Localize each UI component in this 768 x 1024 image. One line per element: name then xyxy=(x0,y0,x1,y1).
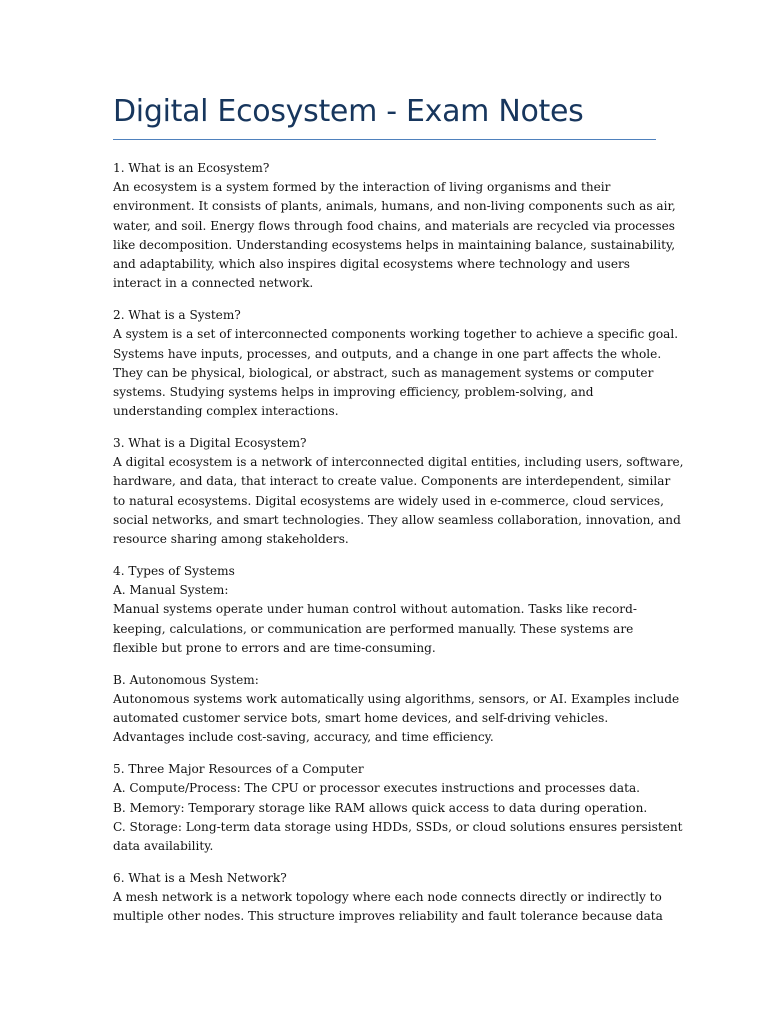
title-underline xyxy=(113,139,656,140)
section-mesh-network xyxy=(113,869,663,927)
section-autonomous-system xyxy=(113,671,680,748)
body-line: like decomposition. Understanding ecosystems helps in maintaining balance, sustainability, xyxy=(113,237,676,252)
body-line: A digital ecosystem is a network of interconnected digital entities, including users, software, xyxy=(113,455,684,470)
section-heading: 3. What is a Digital Ecosystem? xyxy=(113,436,307,451)
body-line: understanding complex interactions. xyxy=(113,404,339,419)
body-line: data availability. xyxy=(113,838,214,853)
body-line: environment. It consists of plants, animals, humans, and non-living components such as air, xyxy=(113,199,676,214)
body-line: social networks, and smart technologies. They allow seamless collaboration, innovation, and xyxy=(113,512,681,527)
body-line: A. Compute/Process: The CPU or processor executes instructions and processes data. xyxy=(113,781,641,796)
body-line: B. Memory: Temporary storage like RAM allows quick access to data during operation. xyxy=(113,800,648,815)
document-title: Digital Ecosystem - Exam Notes xyxy=(113,94,584,129)
body-line: and adaptability, which also inspires digital ecosystems where technology and users xyxy=(113,257,630,272)
body-line: automated customer service bots, smart home devices, and self-driving vehicles. xyxy=(113,711,609,726)
body-line: systems. Studying systems helps in improving efficiency, problem-solving, and xyxy=(113,384,594,399)
body-line: An ecosystem is a system formed by the interaction of living organisms and their xyxy=(113,180,611,195)
body-line: A system is a set of interconnected components working together to achieve a specific goal. xyxy=(113,327,679,342)
body-line: keeping, calculations, or communication are performed manually. These systems are xyxy=(113,621,634,636)
body-line: hardware, and data, that interact to create value. Components are interdependent, similar xyxy=(113,474,671,489)
section-ecosystem xyxy=(113,159,676,293)
subsection-heading: A. Manual System: xyxy=(113,583,229,598)
section-digital-ecosystem xyxy=(113,434,684,549)
section-system xyxy=(113,306,679,421)
body-line: A mesh network is a network topology where each node connects directly or indirectly to xyxy=(113,890,662,905)
body-line: C. Storage: Long-term data storage using HDDs, SSDs, or cloud solutions ensures persistent xyxy=(113,819,683,834)
section-heading: 1. What is an Ecosystem? xyxy=(113,161,270,175)
body-line: flexible but prone to errors and are time-consuming. xyxy=(113,640,436,655)
body-line: Advantages include cost-saving, accuracy, and time efficiency. xyxy=(113,730,494,745)
body-line: They can be physical, biological, or abstract, such as management systems or computer xyxy=(113,365,654,380)
section-manual-system xyxy=(113,562,658,658)
body-line: Manual systems operate under human control without automation. Tasks like record- xyxy=(113,602,637,617)
body-line: Systems have inputs, processes, and outputs, and a change in one part affects the whole. xyxy=(113,346,662,361)
body-line: Autonomous systems work automatically using algorithms, sensors, or AI. Examples include xyxy=(113,691,680,706)
section-heading: 5. Three Major Resources of a Computer xyxy=(113,762,364,777)
body-line: interact in a connected network. xyxy=(113,276,314,291)
subsection-heading: B. Autonomous System: xyxy=(113,672,259,687)
document-body xyxy=(113,159,684,939)
body-line: multiple other nodes. This structure improves reliability and fault tolerance because data xyxy=(113,909,663,924)
body-line: water, and soil. Energy flows through food chains, and materials are recycled via processes xyxy=(113,218,676,233)
body-line: to natural ecosystems. Digital ecosystems are widely used in e-commerce, cloud services, xyxy=(113,493,664,508)
section-heading: 6. What is a Mesh Network? xyxy=(113,870,287,885)
section-heading: 2. What is a System? xyxy=(113,308,241,323)
section-heading: 4. Types of Systems xyxy=(113,563,235,578)
section-computer-resources xyxy=(113,760,683,856)
body-line: resource sharing among stakeholders. xyxy=(113,532,349,547)
